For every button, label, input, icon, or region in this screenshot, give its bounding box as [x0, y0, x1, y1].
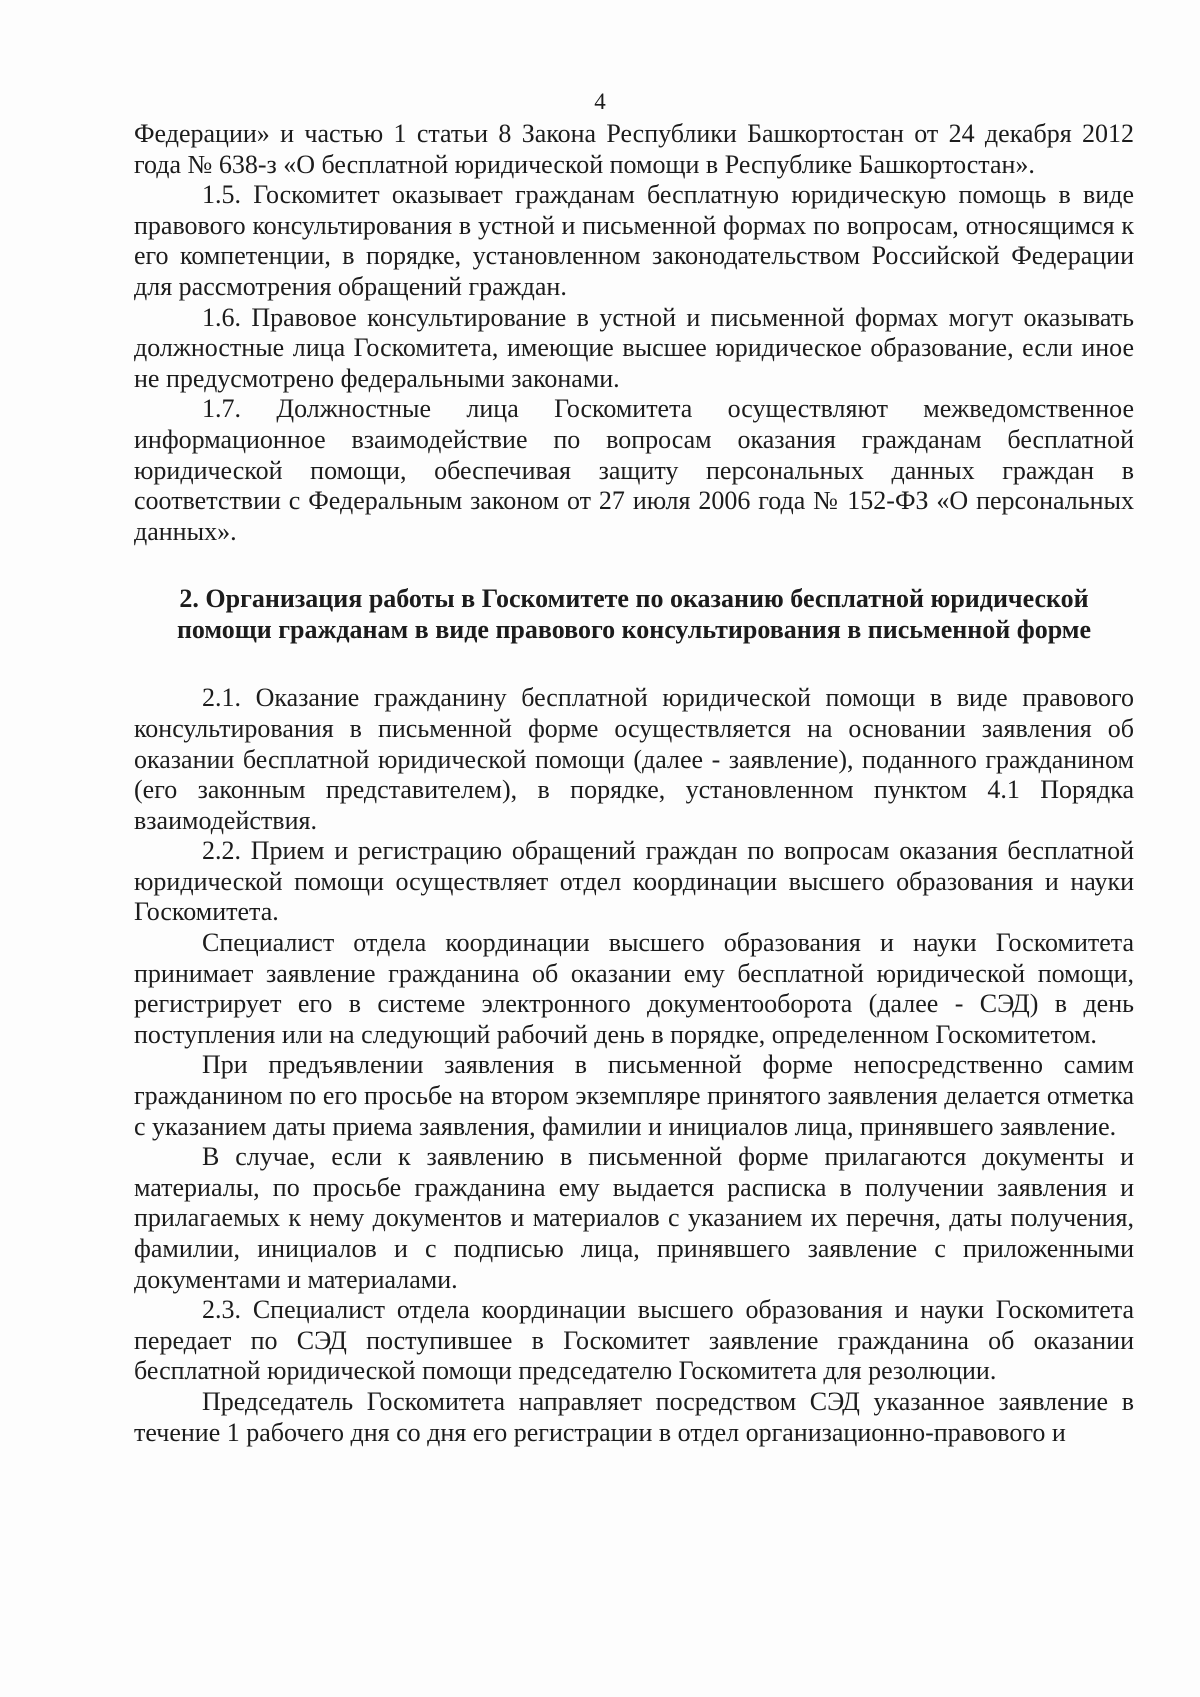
page-number: 4 [594, 89, 606, 114]
paragraph-1-7: 1.7. Должностные лица Госкомитета осуществляют межведомственное информационное взаимодействие по вопросам оказания гражданам бесплатной юридической помощи, обеспечивая защиту персональных данных граждан в соответствии с Федеральным законом от 27 июля 2006 года № 152-ФЗ «О персональных данных». [134, 394, 1134, 546]
paragraph-receipt: В случае, если к заявлению в письменной форме прилагаются документы и материалы, по просьбе гражданина ему выдается расписка в получении заявления и прилагаемых к нему документов и материалов с указанием их перечня, даты получения, фамилии, инициалов и с подписью лица, принявшего заявление с приложенными документами и материалами. [134, 1142, 1134, 1294]
paragraph-submission: При предъявлении заявления в письменной форме непосредственно самим гражданином по его просьбе на втором экземпляре принятого заявления делается отметка с указанием даты приема заявления, фамилии и инициалов лица, принявшего заявление. [134, 1050, 1134, 1141]
document-body [134, 119, 1134, 1448]
paragraph-specialist: Специалист отдела координации высшего образования и науки Госкомитета принимает заявление гражданина об оказании ему бесплатной юридической помощи, регистрирует его в системе электронного документооборота (далее - СЭД) в день поступления или на следующий рабочий день в порядке, определенном Госкомитетом. [134, 928, 1134, 1049]
paragraph-2-1: 2.1. Оказание гражданину бесплатной юридической помощи в виде правового консультирования в письменной форме осуществляется на основании заявления об оказании бесплатной юридической помощи (далее - заявление), поданного гражданином (его законным представителем), в порядке, установленном пунктом 4.1 Порядка взаимодействия. [134, 683, 1134, 835]
section-heading-2: 2. Организация работы в Госкомитете по оказанию бесплатной юридической помощи гражданам в виде правового консультирования в письменной форме [176, 584, 1092, 645]
paragraph-1-5: 1.5. Госкомитет оказывает гражданам бесплатную юридическую помощь в виде правового консультирования в устной и письменной формах по вопросам, относящимся к его компетенции, в порядке, установленном законодательством Российской Федерации для рассмотрения обращений граждан. [134, 180, 1134, 301]
paragraph-1-6: 1.6. Правовое консультирование в устной и письменной формах могут оказывать должностные лица Госкомитета, имеющие высшее юридическое образование, если иное не предусмотрено федеральными законами. [134, 302, 1134, 393]
paragraph-continuation: Федерации» и частью 1 статьи 8 Закона Республики Башкортостан от 24 декабря 2012 года № 638-з «О бесплатной юридической помощи в Республике Башкортостан». [134, 119, 1134, 179]
paragraph-2-3: 2.3. Специалист отдела координации высшего образования и науки Госкомитета передает по СЭД поступившее в Госкомитет заявление гражданина об оказании бесплатной юридической помощи председателю Госкомитета для резолюции. [134, 1295, 1134, 1386]
paragraph-chairman: Председатель Госкомитета направляет посредством СЭД указанное заявление в течение 1 рабочего дня со дня его регистрации в отдел организационно-правового и [134, 1386, 1134, 1447]
paragraph-2-2: 2.2. Прием и регистрацию обращений граждан по вопросам оказания бесплатной юридической помощи осуществляет отдел координации высшего образования и науки Госкомитета. [134, 836, 1134, 927]
